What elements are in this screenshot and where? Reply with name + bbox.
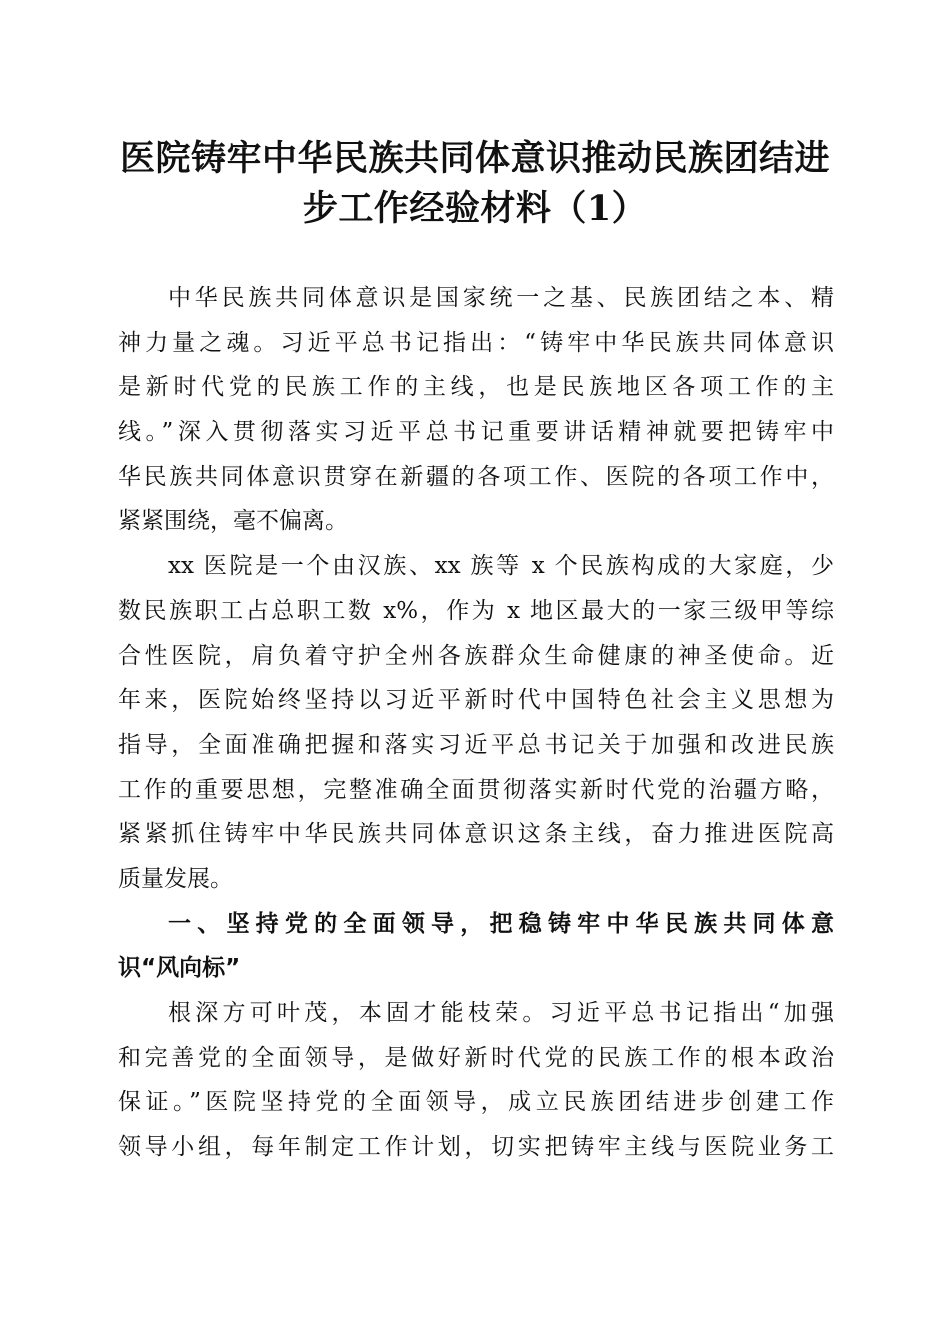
title-line-1: 医院铸牢中华民族共同体意识推动民族团结进 [119,138,830,179]
paragraph-line: 中华民族共同体意识是国家统一之基、民族团结之本、精 [168,285,834,311]
paragraph-line: 保证。”医院坚持党的全面领导，成立民族团结进步创建工作 [118,1089,834,1116]
paragraph-line: 合性医院，肩负着守护全州各族群众生命健康的神圣使命。近 [118,642,834,669]
paragraph-line: 领导小组，每年制定工作计划，切实把铸牢主线与医院业务工 [118,1134,834,1161]
document-body [118,276,834,1170]
paragraph-line: 紧紧抓住铸牢中华民族共同体意识这条主线，奋力推进医院高 [118,821,834,848]
paragraph-line: 和完善党的全面领导，是做好新时代党的民族工作的根本政治 [118,1044,834,1071]
paragraph-line: xx 医院是一个由汉族、xx 族等 x 个民族构成的大家庭，少 [168,553,834,580]
paragraph-line: 工作的重要思想，完整准确全面贯彻落实新时代党的治疆方略， [118,776,834,803]
paragraph-line: 神力量之魂。习近平总书记指出：“铸牢中华民族共同体意识 [118,329,834,356]
paragraph-line: 华民族共同体意识贯穿在新疆的各项工作、医院的各项工作中， [118,463,834,490]
paragraph-line: 线。”深入贯彻落实习近平总书记重要讲话精神就要把铸牢中 [118,419,834,446]
paragraph-line: 数民族职工占总职工数 x%，作为 x 地区最大的一家三级甲等综 [118,597,834,624]
paragraph-line: 指导，全面准确把握和落实习近平总书记关于加强和改进民族 [118,731,834,758]
paragraph-section-1 [118,991,834,1170]
paragraph-hospital [118,544,834,902]
document-title [110,134,840,234]
title-line-2: 步工作经验材料（1） [302,188,648,229]
paragraph-line: 紧紧围绕，毫不偏离。 [118,508,348,535]
section-heading-1 [118,902,834,991]
paragraph-intro [118,276,834,544]
paragraph-line: 根深方可叶茂，本固才能枝荣。习近平总书记指出“加强 [168,1000,834,1026]
paragraph-line: 是新时代党的民族工作的主线，也是民族地区各项工作的主 [118,374,834,401]
paragraph-line: 年来，医院始终坚持以习近平新时代中国特色社会主义思想为 [118,687,834,714]
heading-line: 识“风向标” [118,955,241,982]
heading-line: 一、坚持党的全面领导，把稳铸牢中华民族共同体意 [168,910,834,937]
paragraph-line: 质量发展。 [118,865,233,892]
